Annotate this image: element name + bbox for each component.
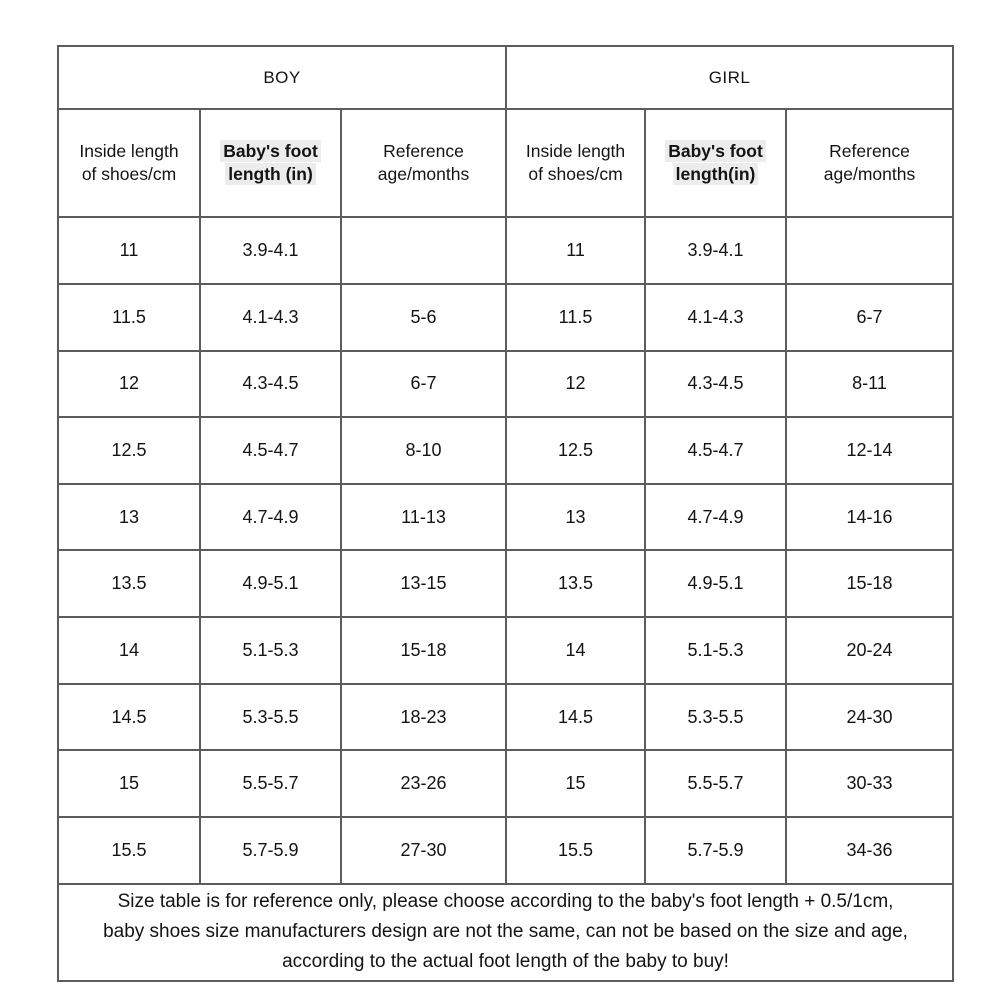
table-cell: 4.1-4.3	[200, 284, 341, 351]
table-cell: 11	[506, 217, 645, 284]
note-line: Size table is for reference only, please choose according to the baby's foot length + 0.5/1cm,	[117, 891, 894, 913]
table-cell: 13.5	[506, 550, 645, 617]
note-line: according to the actual foot length of the baby to buy!	[282, 951, 729, 973]
note-row	[58, 884, 953, 981]
table-cell: 4.5-4.7	[645, 417, 786, 484]
table-row	[58, 817, 953, 884]
table-cell: 11.5	[506, 284, 645, 351]
table-cell: 3.9-4.1	[200, 217, 341, 284]
table-row	[58, 284, 953, 351]
table-row	[58, 351, 953, 418]
table-row	[58, 550, 953, 617]
table-cell: 12-14	[786, 417, 953, 484]
table-row	[58, 750, 953, 817]
table-cell: 5.1-5.3	[645, 617, 786, 684]
table-cell: 4.9-5.1	[200, 550, 341, 617]
table-cell: 5.7-5.9	[200, 817, 341, 884]
column-header	[645, 109, 786, 217]
group-header-girl: GIRL	[506, 46, 953, 109]
table-row	[58, 617, 953, 684]
note-text	[59, 887, 952, 977]
table-cell: 4.7-4.9	[200, 484, 341, 551]
group-header-row	[58, 46, 953, 109]
table-cell: 5-6	[341, 284, 506, 351]
column-header: Inside length of shoes/cm	[58, 109, 200, 217]
table-cell: 15-18	[341, 617, 506, 684]
table-cell: 12	[506, 351, 645, 418]
table-cell: 11-13	[341, 484, 506, 551]
table-cell: 13.5	[58, 550, 200, 617]
group-header-boy: BOY	[58, 46, 506, 109]
table-row	[58, 417, 953, 484]
table-cell: 3.9-4.1	[645, 217, 786, 284]
table-cell: 5.7-5.9	[645, 817, 786, 884]
table-cell: 14	[506, 617, 645, 684]
table-cell: 12	[58, 351, 200, 418]
table-cell: 4.3-4.5	[200, 351, 341, 418]
table-cell	[786, 217, 953, 284]
table-cell: 5.3-5.5	[645, 684, 786, 751]
table-row	[58, 484, 953, 551]
table-cell: 8-11	[786, 351, 953, 418]
table-cell: 6-7	[786, 284, 953, 351]
column-header: Reference age/months	[786, 109, 953, 217]
table-cell: 30-33	[786, 750, 953, 817]
table-row	[58, 684, 953, 751]
table-cell: 5.5-5.7	[200, 750, 341, 817]
table-cell: 5.1-5.3	[200, 617, 341, 684]
table-row	[58, 217, 953, 284]
table-cell: 14-16	[786, 484, 953, 551]
table-cell: 27-30	[341, 817, 506, 884]
table-cell: 12.5	[58, 417, 200, 484]
table-cell: 4.3-4.5	[645, 351, 786, 418]
table-cell: 4.5-4.7	[200, 417, 341, 484]
column-header	[200, 109, 341, 217]
table-cell: 13	[506, 484, 645, 551]
table-cell: 13-15	[341, 550, 506, 617]
table-cell: 5.3-5.5	[200, 684, 341, 751]
table-cell: 15.5	[58, 817, 200, 884]
table-cell: 8-10	[341, 417, 506, 484]
note-cell	[58, 884, 953, 981]
table-cell: 4.9-5.1	[645, 550, 786, 617]
table-cell: 23-26	[341, 750, 506, 817]
table-cell: 18-23	[341, 684, 506, 751]
highlighted-header-text: Baby's foot length (in)	[220, 140, 321, 186]
table-cell: 15-18	[786, 550, 953, 617]
table-cell: 11	[58, 217, 200, 284]
table-cell: 20-24	[786, 617, 953, 684]
table-cell: 14	[58, 617, 200, 684]
table-cell: 24-30	[786, 684, 953, 751]
highlighted-header-text: Baby's foot length(in)	[665, 140, 766, 186]
size-chart-table	[57, 45, 954, 982]
table-cell: 6-7	[341, 351, 506, 418]
table-cell: 12.5	[506, 417, 645, 484]
table-cell: 15	[58, 750, 200, 817]
table-cell	[341, 217, 506, 284]
table-cell: 14.5	[58, 684, 200, 751]
column-header: Reference age/months	[341, 109, 506, 217]
table-cell: 13	[58, 484, 200, 551]
table-cell: 14.5	[506, 684, 645, 751]
table-cell: 34-36	[786, 817, 953, 884]
table-cell: 15	[506, 750, 645, 817]
table-cell: 5.5-5.7	[645, 750, 786, 817]
table-cell: 15.5	[506, 817, 645, 884]
table-cell: 11.5	[58, 284, 200, 351]
note-line: baby shoes size manufacturers design are not the same, can not be based on the size and age,	[103, 921, 908, 943]
column-header-row	[58, 109, 953, 217]
table-cell: 4.1-4.3	[645, 284, 786, 351]
table-cell: 4.7-4.9	[645, 484, 786, 551]
column-header: Inside length of shoes/cm	[506, 109, 645, 217]
